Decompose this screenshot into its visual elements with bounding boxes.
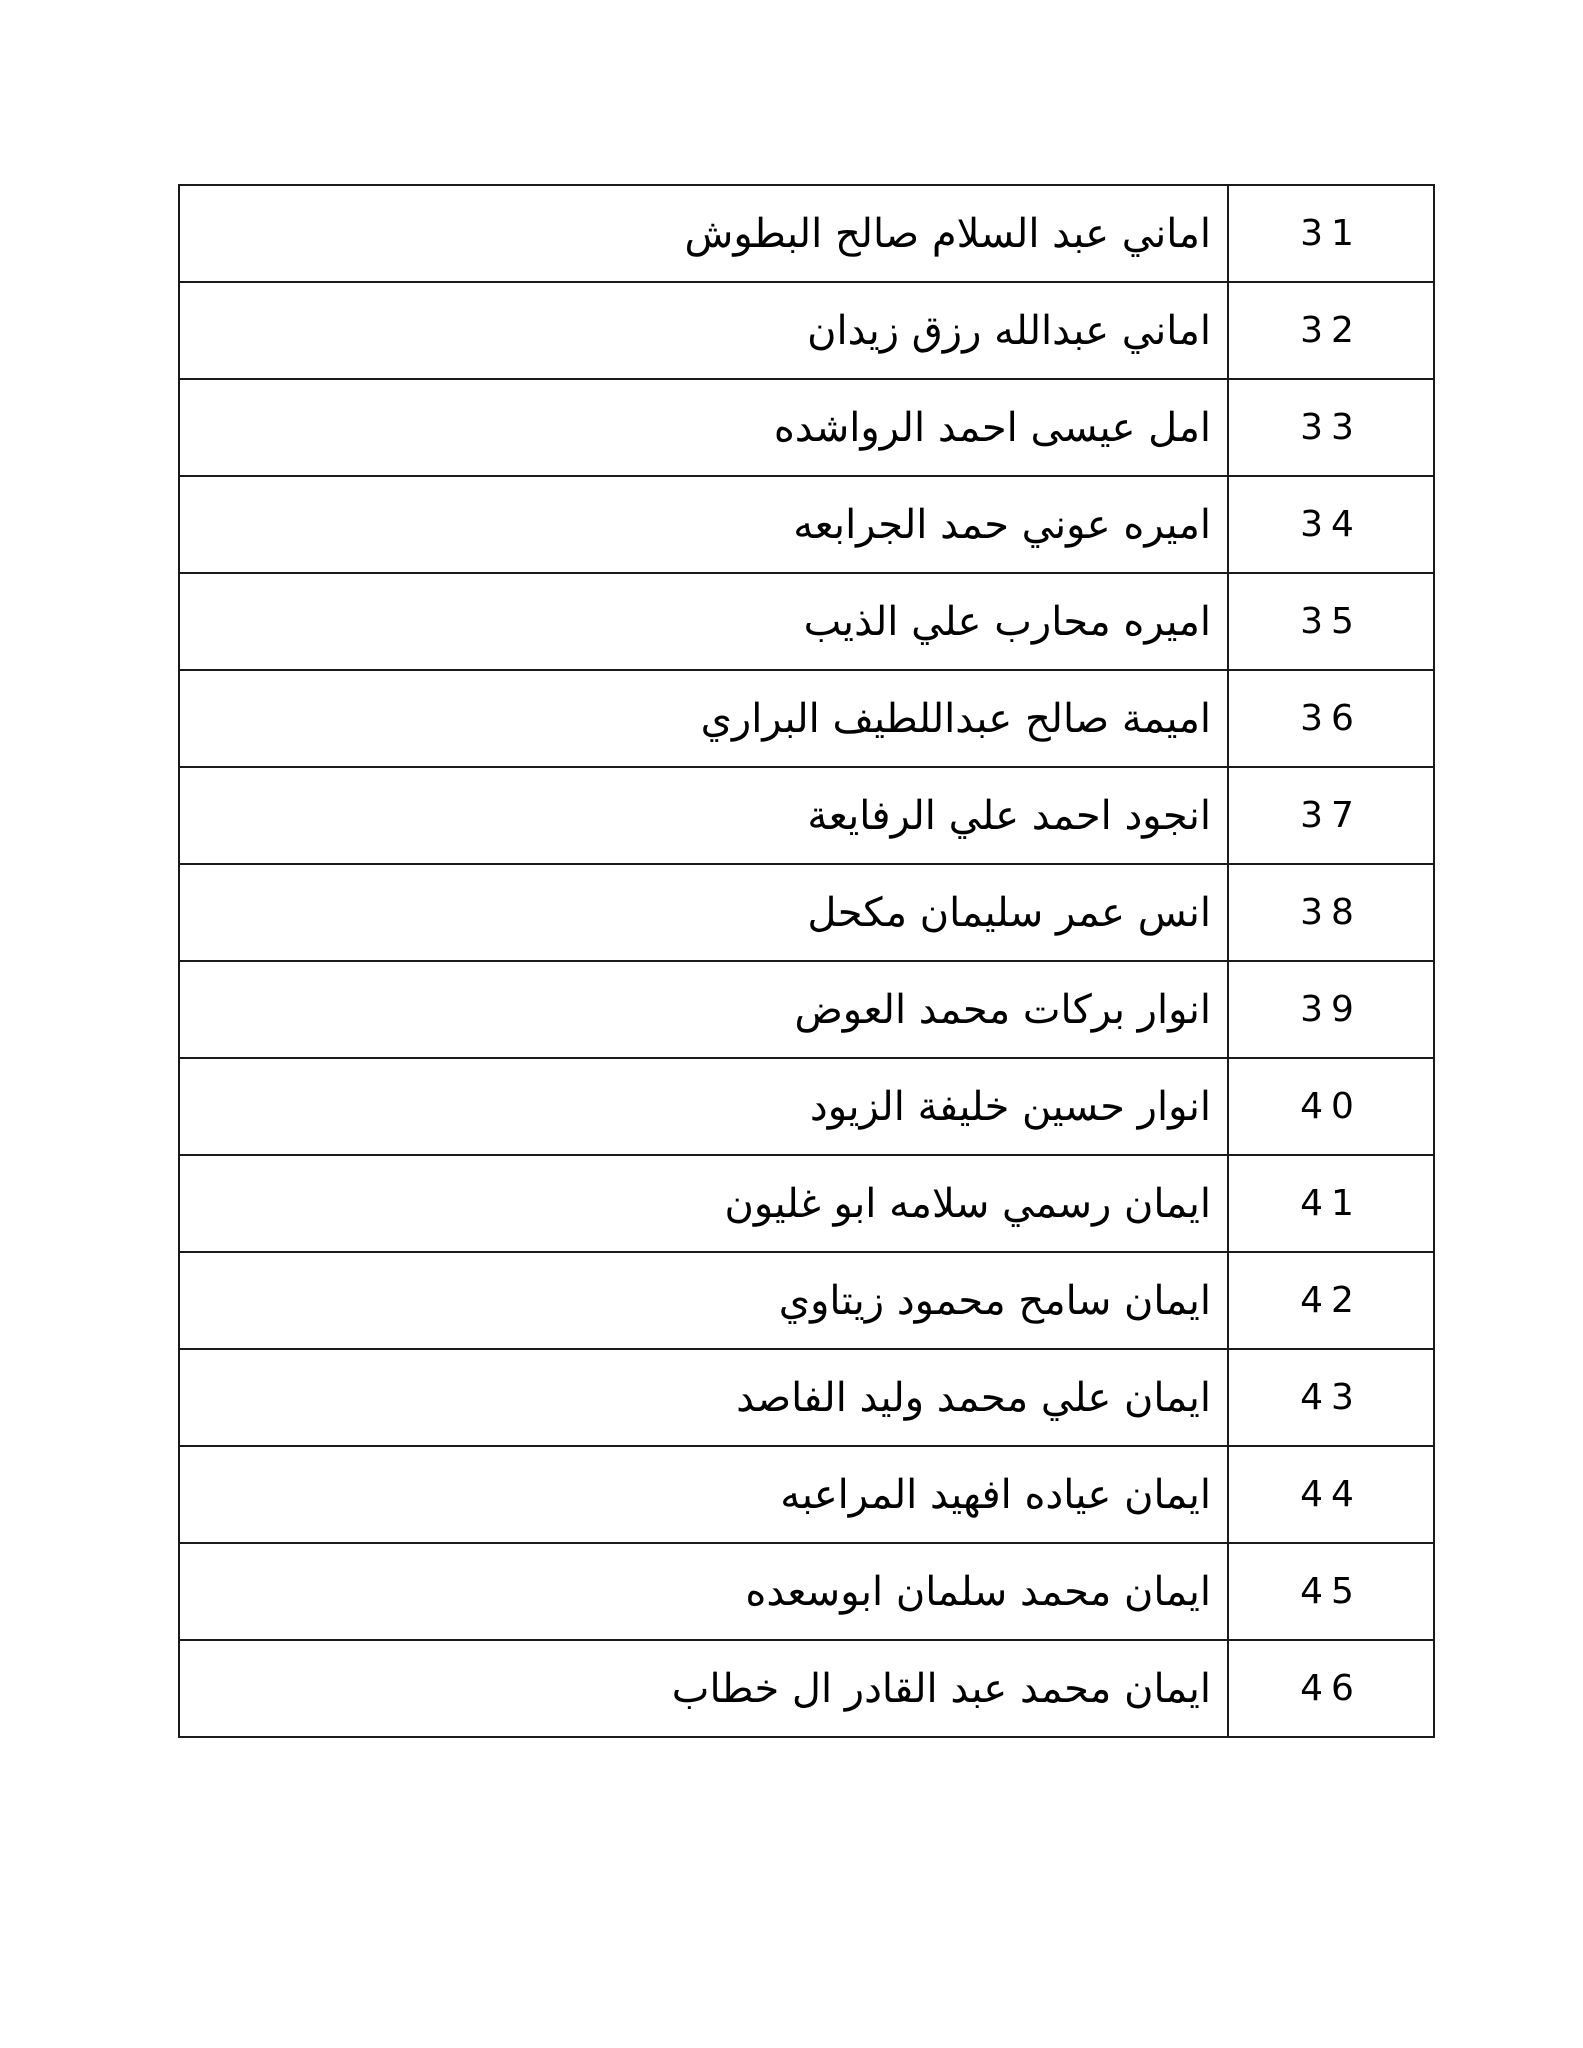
table-row bbox=[179, 864, 1434, 961]
number-cell: 40 bbox=[1228, 1058, 1434, 1155]
name-cell: انس عمر سليمان مكحل bbox=[179, 864, 1228, 961]
table-row bbox=[179, 961, 1434, 1058]
name-cell: انجود احمد علي الرفايعة bbox=[179, 767, 1228, 864]
table-row bbox=[179, 1058, 1434, 1155]
table-row bbox=[179, 1349, 1434, 1446]
table-row bbox=[179, 670, 1434, 767]
name-cell: ايمان محمد سلمان ابوسعده bbox=[179, 1543, 1228, 1640]
table-body bbox=[179, 185, 1434, 1737]
number-cell: 45 bbox=[1228, 1543, 1434, 1640]
table-row bbox=[179, 1446, 1434, 1543]
name-cell: امل عيسى احمد الرواشده bbox=[179, 379, 1228, 476]
name-cell: ايمان رسمي سلامه ابو غليون bbox=[179, 1155, 1228, 1252]
name-cell: انوار بركات محمد العوض bbox=[179, 961, 1228, 1058]
table-row bbox=[179, 379, 1434, 476]
table-row bbox=[179, 573, 1434, 670]
name-cell: اماني عبد السلام صالح البطوش bbox=[179, 185, 1228, 282]
table-row bbox=[179, 1640, 1434, 1737]
table-row bbox=[179, 1155, 1434, 1252]
number-cell: 31 bbox=[1228, 185, 1434, 282]
number-cell: 38 bbox=[1228, 864, 1434, 961]
table-row bbox=[179, 767, 1434, 864]
number-cell: 43 bbox=[1228, 1349, 1434, 1446]
number-cell: 39 bbox=[1228, 961, 1434, 1058]
number-cell: 34 bbox=[1228, 476, 1434, 573]
number-cell: 37 bbox=[1228, 767, 1434, 864]
table-row bbox=[179, 185, 1434, 282]
number-cell: 35 bbox=[1228, 573, 1434, 670]
name-cell: ايمان علي محمد وليد الفاصد bbox=[179, 1349, 1228, 1446]
name-cell: ايمان محمد عبد القادر ال خطاب bbox=[179, 1640, 1228, 1737]
name-cell: اميمة صالح عبداللطيف البراري bbox=[179, 670, 1228, 767]
name-cell: ايمان عياده افهيد المراعبه bbox=[179, 1446, 1228, 1543]
number-cell: 32 bbox=[1228, 282, 1434, 379]
table-row bbox=[179, 476, 1434, 573]
number-cell: 44 bbox=[1228, 1446, 1434, 1543]
number-cell: 41 bbox=[1228, 1155, 1434, 1252]
number-cell: 46 bbox=[1228, 1640, 1434, 1737]
number-cell: 36 bbox=[1228, 670, 1434, 767]
number-cell: 33 bbox=[1228, 379, 1434, 476]
names-table bbox=[178, 184, 1435, 1738]
name-cell: اماني عبدالله رزق زيدان bbox=[179, 282, 1228, 379]
name-cell: اميره عوني حمد الجرابعه bbox=[179, 476, 1228, 573]
name-cell: اميره محارب علي الذيب bbox=[179, 573, 1228, 670]
number-cell: 42 bbox=[1228, 1252, 1434, 1349]
name-cell: ايمان سامح محمود زيتاوي bbox=[179, 1252, 1228, 1349]
table-row bbox=[179, 1252, 1434, 1349]
table-row bbox=[179, 1543, 1434, 1640]
name-cell: انوار حسين خليفة الزيود bbox=[179, 1058, 1228, 1155]
table-row bbox=[179, 282, 1434, 379]
